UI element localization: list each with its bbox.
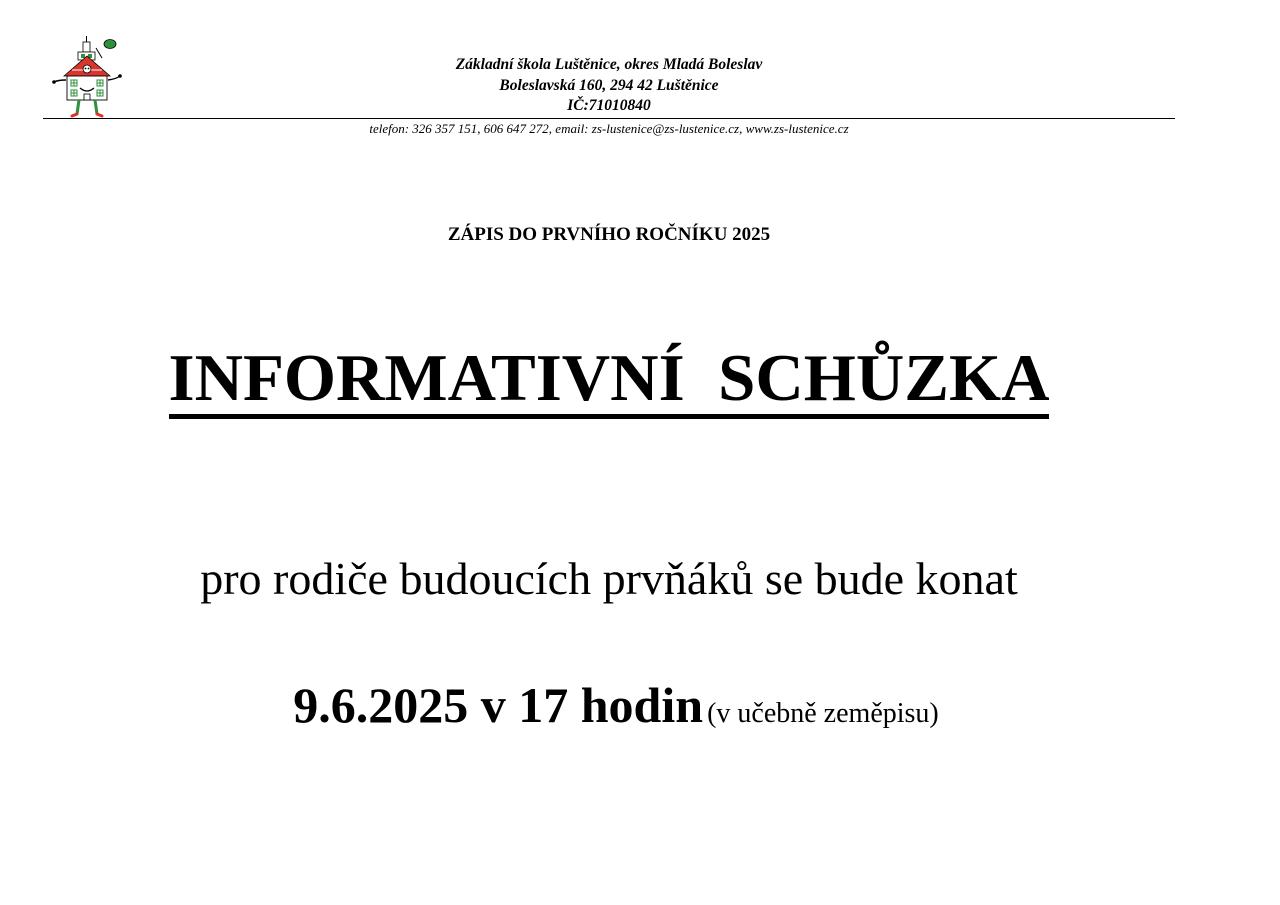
meeting-date-time: 9.6.2025 v 17 hodin — [293, 677, 704, 733]
meeting-details — [0, 670, 1232, 753]
school-name: Základní škola Luštěnice, okres Mladá Boleslav — [455, 56, 763, 73]
letterhead — [0, 55, 1218, 117]
invitation-text: pro rodiče budoucích prvňáků se bude konat — [200, 553, 1018, 604]
headline — [0, 336, 1218, 420]
school-address: Boleslavská 160, 294 42 Luštěnice — [499, 76, 719, 94]
meeting-location: (v učebně zeměpisu) — [707, 698, 939, 729]
document-subject: ZÁPIS DO PRVNÍHO ROČNÍKU 2025 — [447, 224, 771, 245]
contact-line: telefon: 326 357 151, 606 647 272, email: zs-lustenice@zs-lustenice.cz, www.zs-lustenice.cz — [369, 121, 849, 136]
headline-text: INFORMATIVNÍ SCHŮZKA — [169, 343, 1050, 419]
letterhead-divider — [43, 118, 1175, 119]
company-id: IČ:71010840 — [567, 97, 651, 114]
